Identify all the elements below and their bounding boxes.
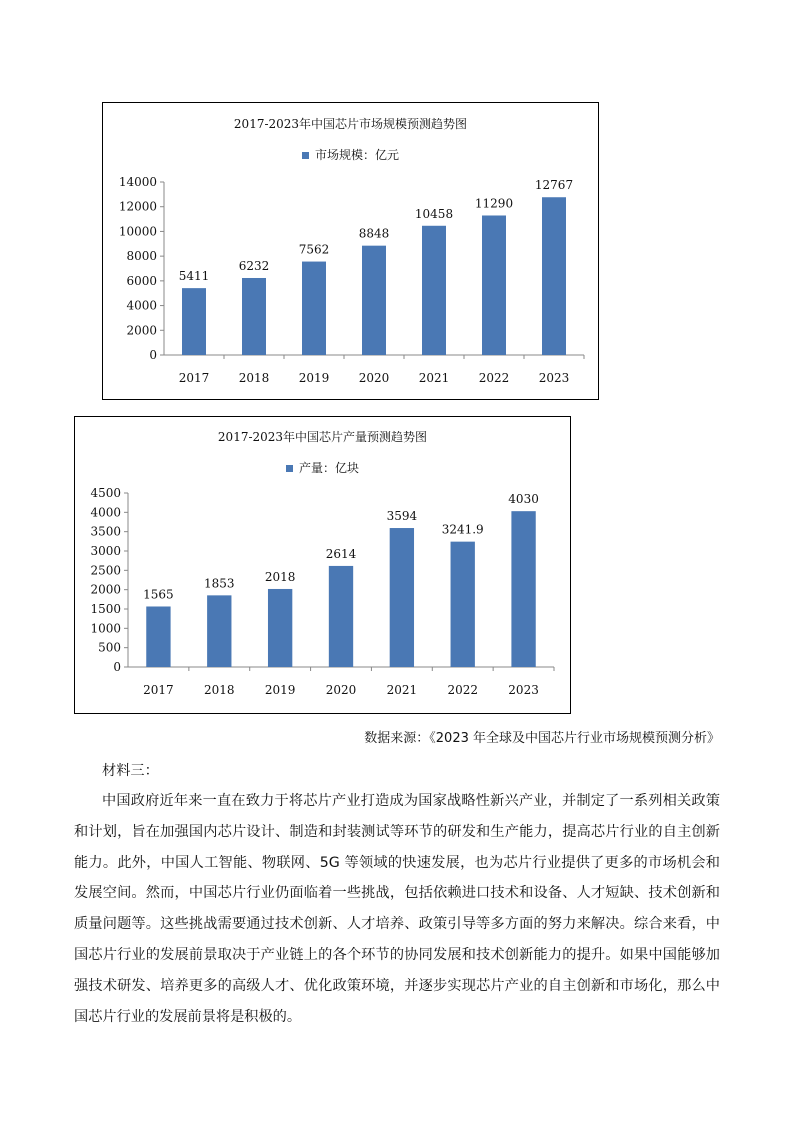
output-chart — [74, 416, 571, 714]
x-tick-label: 2020 — [325, 683, 357, 697]
x-tick-label: 2023 — [538, 371, 570, 385]
x-tick-label: 2017 — [143, 683, 174, 697]
bar — [542, 197, 566, 355]
bar — [182, 288, 206, 355]
y-tick-label: 0 — [149, 348, 157, 362]
bar — [268, 589, 292, 667]
market-size-plot — [103, 103, 598, 399]
bar — [482, 215, 506, 355]
chart-title: 2017-2023年中国芯片市场规模预测趋势图 — [233, 117, 468, 131]
y-tick-label: 2500 — [90, 563, 121, 578]
x-tick-label: 2023 — [508, 683, 539, 697]
y-tick-label: 2000 — [126, 323, 157, 338]
y-tick-label: 2000 — [90, 582, 121, 597]
y-tick-label: 500 — [98, 640, 121, 655]
bar — [207, 595, 231, 667]
y-tick-label: 8000 — [126, 249, 157, 264]
data-label: 12767 — [534, 178, 574, 193]
y-tick-label: 14000 — [118, 175, 157, 189]
bar — [390, 528, 414, 667]
y-tick-label: 1000 — [90, 621, 121, 636]
bar — [242, 278, 266, 355]
y-tick-label: 12000 — [118, 199, 157, 214]
x-tick-label: 2019 — [298, 371, 330, 385]
data-label: 6232 — [238, 258, 270, 273]
data-label: 1565 — [143, 587, 174, 602]
output-plot — [75, 417, 570, 713]
bar — [146, 606, 170, 667]
data-label: 11290 — [474, 196, 514, 211]
bar — [422, 226, 446, 355]
x-tick-label: 2019 — [264, 683, 296, 697]
y-tick-label: 4500 — [90, 486, 121, 500]
x-tick-label: 2021 — [386, 683, 418, 697]
y-tick-label: 3000 — [90, 544, 121, 558]
x-tick-label: 2022 — [447, 683, 478, 697]
bar — [302, 262, 326, 355]
x-tick-label: 2017 — [178, 371, 210, 385]
x-tick-label: 2021 — [418, 371, 450, 385]
x-tick-label: 2022 — [478, 371, 510, 385]
data-label: 2614 — [325, 546, 357, 561]
data-label: 1853 — [204, 576, 235, 591]
chart-title: 2017-2023年中国芯片产量预测趋势图 — [217, 430, 428, 444]
y-tick-label: 10000 — [118, 224, 157, 239]
data-source: 数据来源：《2023 年全球及中国芯片行业市场规模预测分析》 — [364, 731, 720, 746]
x-tick-label: 2018 — [204, 683, 235, 697]
bar — [362, 246, 386, 355]
x-tick-label: 2018 — [238, 371, 270, 385]
material-label: 材料三： — [102, 763, 159, 779]
data-label: 8848 — [358, 226, 390, 241]
market-size-chart — [102, 102, 599, 400]
y-tick-label: 3500 — [90, 524, 121, 539]
data-label: 2018 — [264, 569, 296, 584]
data-label: 5411 — [178, 269, 210, 284]
body-paragraph: 中国政府近年来一直在致力于将芯片产业打造成为国家战略性新兴产业，并制定了一系列相关政策和计划，旨在加强国内芯片设计、制造和封装测试等环节的研发和生产能力，提高芯片行业的自主创新能力。此外，中国人工智能、物联网、5G 等领域的快速发展，也为芯片行业提供了更多的市场机会和发展空间。然而，中国芯片行业仍面临着一些挑战，包括依赖进口技术和设备、人才短缺、技术创新和质量问题等。这些挑战需要通过技术创新、人才培养、政策引导等多方面的努力来解决。综合来看，中国芯片行业的发展前景取决于产业链上的各个环节的协同发展和技术创新能力的提升。如果中国能够加强技术研发、培养更多的高级人才、优化政策环境，并逐步实现芯片产业的自主创新和市场化，那么中国芯片行业的发展前景将是积极的。 — [74, 793, 720, 1025]
legend-label: 市场规模：亿元 — [314, 148, 399, 162]
bar — [329, 566, 353, 667]
y-tick-label: 4000 — [126, 298, 157, 313]
bar — [511, 511, 535, 667]
data-label: 3594 — [386, 509, 418, 524]
data-label: 7562 — [298, 242, 330, 257]
y-tick-label: 0 — [113, 660, 121, 674]
y-tick-label: 1500 — [90, 602, 121, 616]
data-label: 4030 — [508, 492, 539, 507]
legend-label: 产量：亿块 — [298, 461, 359, 475]
data-label: 3241.9 — [441, 522, 484, 537]
y-tick-label: 6000 — [126, 273, 157, 288]
bar — [451, 542, 475, 667]
y-tick-label: 4000 — [90, 505, 121, 520]
data-label: 10458 — [414, 206, 454, 221]
x-tick-label: 2020 — [358, 371, 390, 385]
